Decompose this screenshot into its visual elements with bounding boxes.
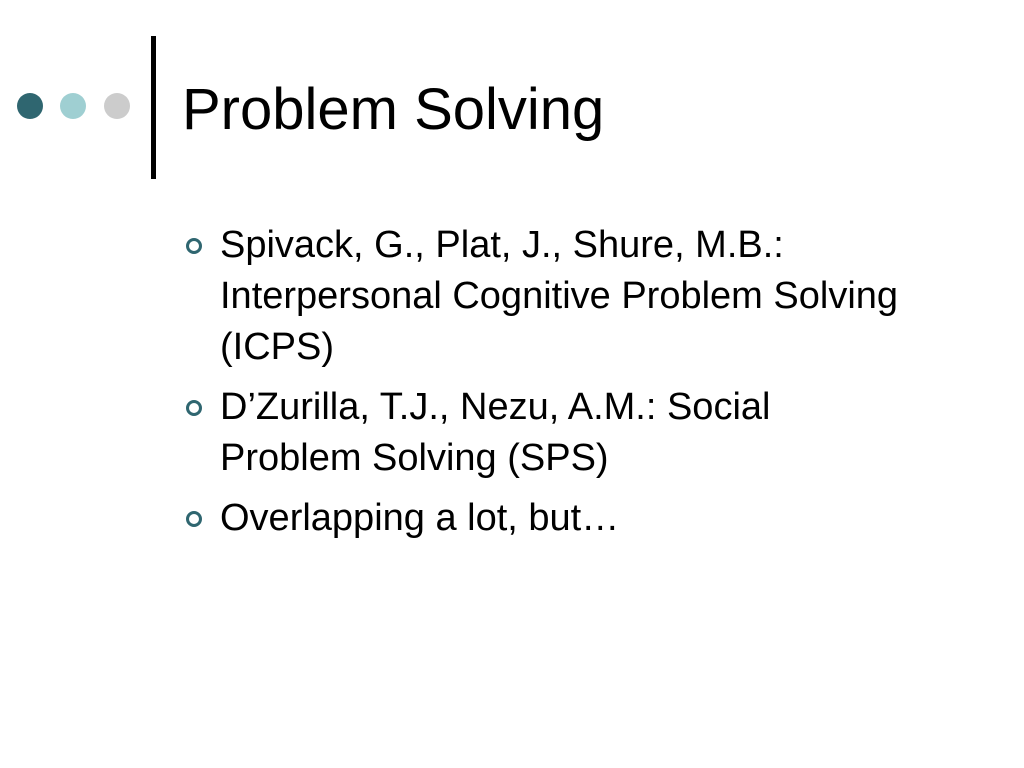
bullet-list xyxy=(184,220,904,553)
ring-bullet-icon xyxy=(186,238,202,254)
bullet-item xyxy=(184,220,904,373)
bullet-item xyxy=(184,493,904,544)
ring-bullet-icon xyxy=(186,400,202,416)
decor-dot-light-icon xyxy=(60,93,86,119)
decor-dot-dark-icon xyxy=(17,93,43,119)
ring-bullet-icon xyxy=(186,511,202,527)
title-divider xyxy=(151,36,156,179)
bullet-text: D’Zurilla, T.J., Nezu, A.M.: Social Problem Solving (SPS) xyxy=(220,386,771,479)
slide-title: Problem Solving xyxy=(182,77,605,142)
bullet-text: Spivack, G., Plat, J., Shure, M.B.: Interpersonal Cognitive Problem Solving (ICPS) xyxy=(220,224,899,368)
bullet-text: Overlapping a lot, but… xyxy=(220,497,620,539)
bullet-item xyxy=(184,382,904,484)
decor-dot-gray-icon xyxy=(104,93,130,119)
